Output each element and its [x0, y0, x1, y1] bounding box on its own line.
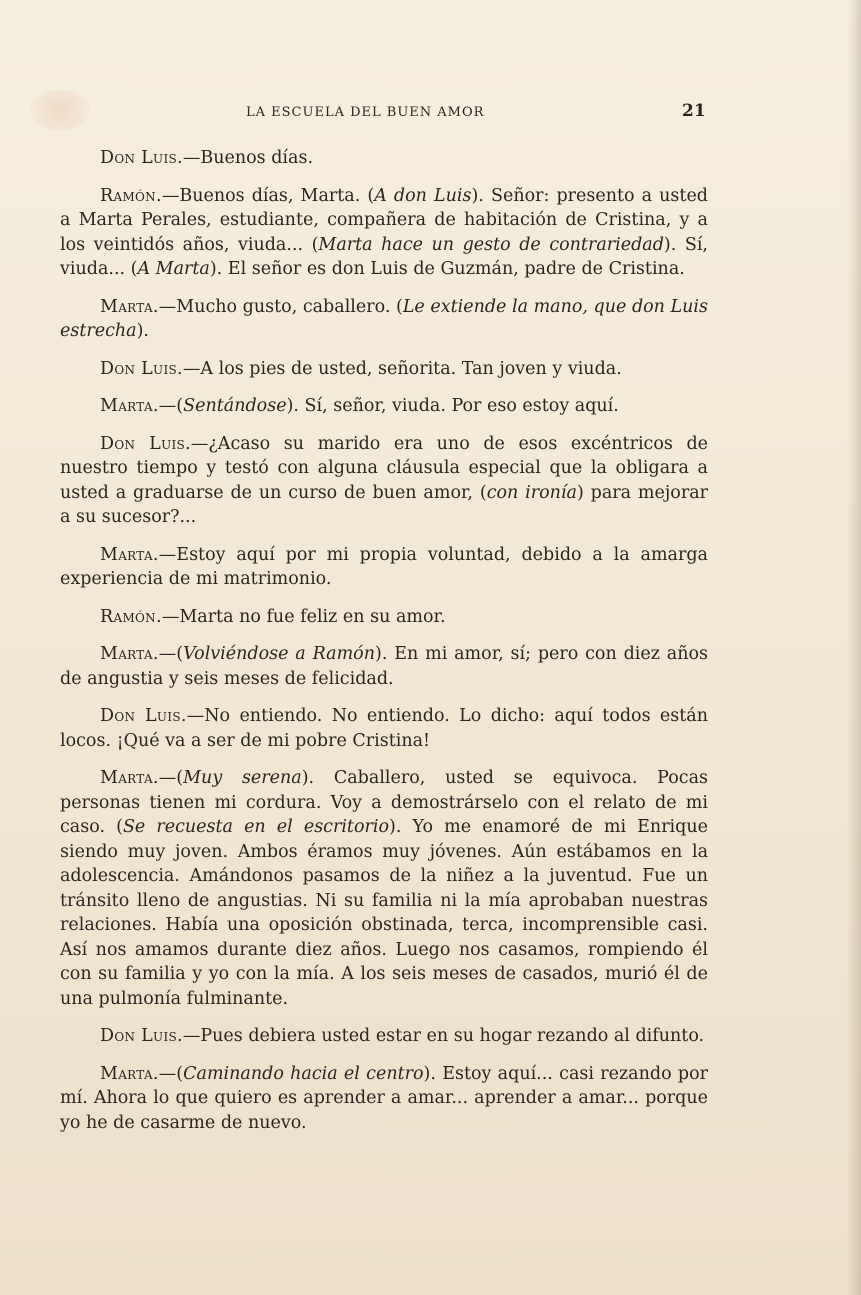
speech-text: ) para mejorar a su sucesor?...: [60, 482, 708, 527]
speech-text: —A los pies de usted, señorita. Tan joven y viuda.: [182, 358, 622, 379]
dialogue-paragraph: [60, 1062, 708, 1136]
speaker-name: Marta.: [100, 544, 159, 565]
speech-text: ). En mi amor, sí; pero con diez años de angustia y seis meses de felicidad.: [60, 644, 708, 689]
dialogue-paragraph: [60, 704, 708, 753]
dialogue-paragraph: [60, 605, 708, 630]
stage-direction: Volviéndose a Ramón: [183, 644, 375, 664]
stage-direction: Caminando hacia el centro: [183, 1063, 424, 1084]
speech-text: —(: [158, 644, 184, 664]
speaker-name: Ramón.: [100, 606, 162, 627]
speech-text: ). Sí, viuda... (: [60, 234, 708, 279]
speaker-name: Marta.: [100, 644, 159, 664]
dialogue-paragraph: [60, 357, 708, 382]
speech-text: —(: [158, 1063, 184, 1084]
speaker-name: Don Luis.: [100, 706, 187, 726]
speaker-name: Marta.: [100, 1063, 159, 1084]
dialogue-body: [60, 146, 708, 1148]
dialogue-paragraph: [60, 295, 708, 344]
stage-direction: A don Luis: [374, 185, 472, 206]
speech-text: —¿Acaso su marido era uno de esos excéntricos de nuestro tiempo y testó con alguna cláusula especial que la obligara a usted a graduarse de un curso de buen amor, (: [60, 433, 708, 503]
dialogue-paragraph: [60, 543, 708, 592]
stage-direction: Se recuesta en el escritorio: [122, 817, 390, 837]
speaker-name: Ramón.: [100, 185, 162, 206]
speech-text: —Mucho gusto, caballero. (: [158, 296, 403, 317]
dialogue-paragraph: [60, 1024, 708, 1049]
speech-text: ). Señor: presento a usted a Marta Perales, estudiante, compañera de habitación de Cristina, y a los veintidós años, viuda... (: [60, 185, 709, 255]
speech-text: ). Yo me enamoré de mi Enrique siendo muy joven. Ambos éramos muy jóvenes. Aún estábamos en la adolescencia. Amándonos pasamos de la niñez a la juventud. Fue un tránsito lleno de angustias. Ni su familia ni la mía aprobaban nuestras relaciones. Había una oposición obstinada, terca, incomprensible casi. Así nos amamos durante diez años. Luego nos casamos, rompiendo él con su familia y yo con la mía. A los seis meses de casados, murió él de una pulmonía fulminante.: [60, 817, 708, 1009]
speech-text: —Buenos días.: [182, 148, 314, 168]
stage-direction: Marta hace un gesto de contrariedad: [318, 234, 664, 255]
speech-text: —Marta no fue feliz en su amor.: [161, 606, 446, 627]
speech-text: —(: [158, 396, 184, 416]
stage-direction: Muy serena: [183, 768, 302, 788]
dialogue-paragraph: [60, 642, 708, 691]
speech-text: —Pues debiera usted estar en su hogar rezando al difunto.: [182, 1026, 705, 1046]
stage-direction: Sentándose: [183, 396, 287, 416]
dialogue-paragraph: [60, 184, 708, 282]
speaker-name: Marta.: [100, 296, 159, 317]
dialogue-paragraph: [60, 146, 708, 171]
speech-text: ). Caballero, usted se equivoca. Pocas personas tienen mi cordura. Voy a demostrárselo con el relato de mi caso. (: [60, 768, 708, 837]
speech-text: —(: [158, 768, 184, 788]
speech-text: —Estoy aquí por mi propia voluntad, debido a la amarga experiencia de mi matrimonio.: [60, 544, 708, 589]
speech-text: —Buenos días, Marta. (: [161, 185, 375, 206]
speaker-name: Don Luis.: [100, 433, 191, 454]
speech-text: ). El señor es don Luis de Guzmán, padre de Cristina.: [209, 259, 685, 279]
stage-direction: A Marta: [137, 259, 210, 279]
speech-text: ). Sí, señor, viuda. Por eso estoy aquí.: [286, 396, 619, 416]
speech-text: ). Estoy aquí... casi rezando por mí. Ahora lo que quiero es aprender a amar... aprender a amar... porque yo he de casarme de nuevo.: [60, 1063, 708, 1133]
dialogue-paragraph: [60, 394, 708, 419]
speaker-name: Don Luis.: [100, 358, 183, 379]
running-title: LA ESCUELA DEL BUEN AMOR: [246, 105, 485, 120]
speech-text: —No entiendo. No entiendo. Lo dicho: aquí todos están locos. ¡Qué va a ser de mi pobre Cristina!: [60, 706, 709, 751]
stage-direction: Le extiende la mano, que don Luis estrecha: [60, 296, 708, 341]
speaker-name: Marta.: [100, 396, 159, 416]
speaker-name: Marta.: [100, 768, 159, 788]
dialogue-paragraph: [60, 432, 708, 530]
speaker-name: Don Luis.: [100, 1026, 183, 1046]
speaker-name: Don Luis.: [100, 148, 183, 168]
paper-stain: [30, 90, 90, 130]
page-number: 21: [682, 101, 706, 121]
speech-text: ).: [136, 321, 149, 341]
dialogue-paragraph: [60, 766, 708, 1011]
page-edge-shadow: [847, 0, 861, 1295]
stage-direction: con ironía: [486, 482, 577, 503]
